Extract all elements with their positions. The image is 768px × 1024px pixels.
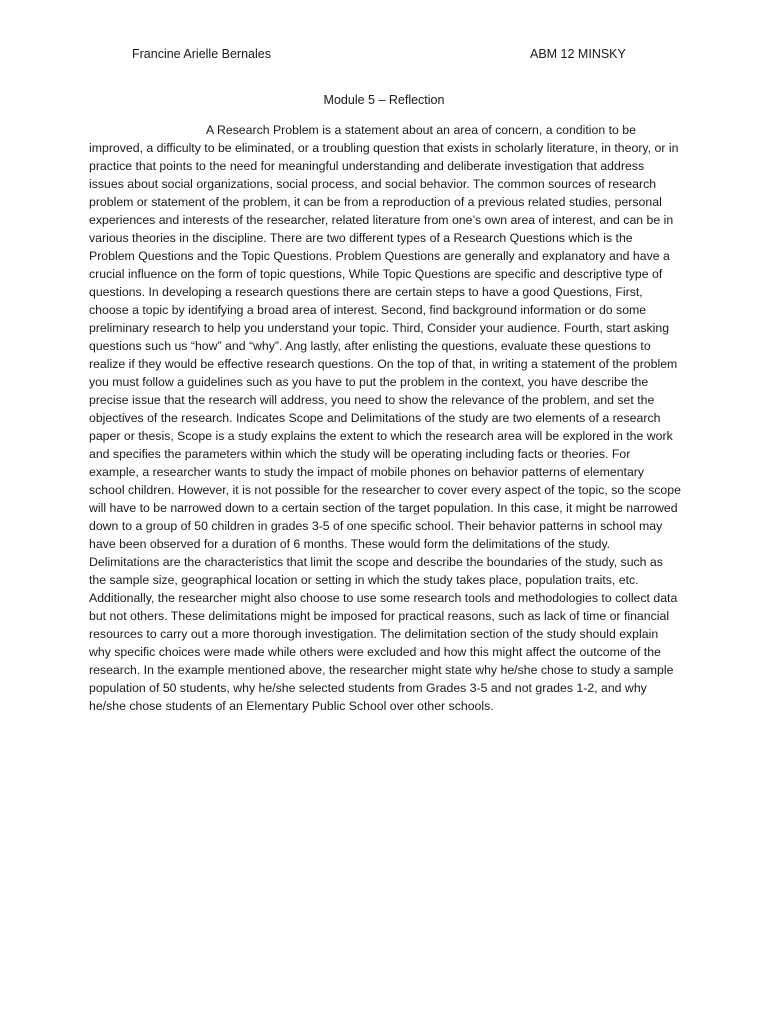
body-paragraph <box>89 121 681 715</box>
author-name: Francine Arielle Bernales <box>132 47 271 61</box>
class-section: ABM 12 MINSKY <box>530 47 626 61</box>
document-title: Module 5 – Reflection <box>323 93 445 107</box>
body-text: A Research Problem is a statement about an area of concern, a condition to be improved, a difficulty to be eliminated, or a troubling question that exists in scholarly literature, in theory, or in practice that points to the need for meaningful understanding and deliberate investigation that address issues about social organizations, social process, and social behavior. The common sources of research problem or statement of the problem, it can be from a reproduction of a previous related studies, personal experiences and interests of the researcher, related literature from one’s own area of interest, and can be in various theories in the discipline. There are two different types of a Research Questions which is the Problem Questions and the Topic Questions. Problem Questions are generally and explanatory and have a crucial influence on the form of topic questions, While Topic Questions are specific and descriptive type of questions. In developing a research questions there are certain steps to have a good Questions, First, choose a topic by identifying a broad area of interest. Second, find background information or do some preliminary research to help you understand your topic. Third, Consider your audience. Fourth, start asking questions such us “how” and “why”. Ang lastly, after enlisting the questions, evaluate these questions to realize if they would be effective research questions. On the top of that, in writing a statement of the problem you must follow a guidelines such as you have to put the problem in the context, you have describe the precise issue that the research will address, you need to show the relevance of the problem, and set the objectives of the research. Indicates Scope and Delimitations of the study are two elements of a research paper or thesis, Scope is a study explains the extent to which the research area will be explored in the work and specifies the parameters within which the study will be operating including facts or theories. For example, a researcher wants to study the impact of mobile phones on behavior patterns of elementary school children. However, it is not possible for the researcher to cover every aspect of the topic, so the scope will have to be narrowed down to a certain section of the target population. In this case, it might be narrowed down to a group of 50 children in grades 3-5 of one specific school. Their behavior patterns in school may have been observed for a duration of 6 months. These would form the delimitations of the study. Delimitations are the characteristics that limit the scope and describe the boundaries of the study, such as the sample size, geographical location or setting in which the study takes place, population traits, etc. Additionally, the researcher might also choose to use some research tools and methodologies to collect data but not others. These delimitations might be imposed for practical reasons, such as lack of time or financial resources to carry out a more thorough investigation. The delimitation section of the study should explain why specific choices were made while others were excluded and how this might affect the outcome of the research. In the example mentioned above, the researcher might state why he/she chose to study a sample population of 50 students, why he/she selected students from Grades 3-5 and not grades 1-2, and why he/she chose students of an Elementary Public School over other schools. <box>89 123 681 713</box>
